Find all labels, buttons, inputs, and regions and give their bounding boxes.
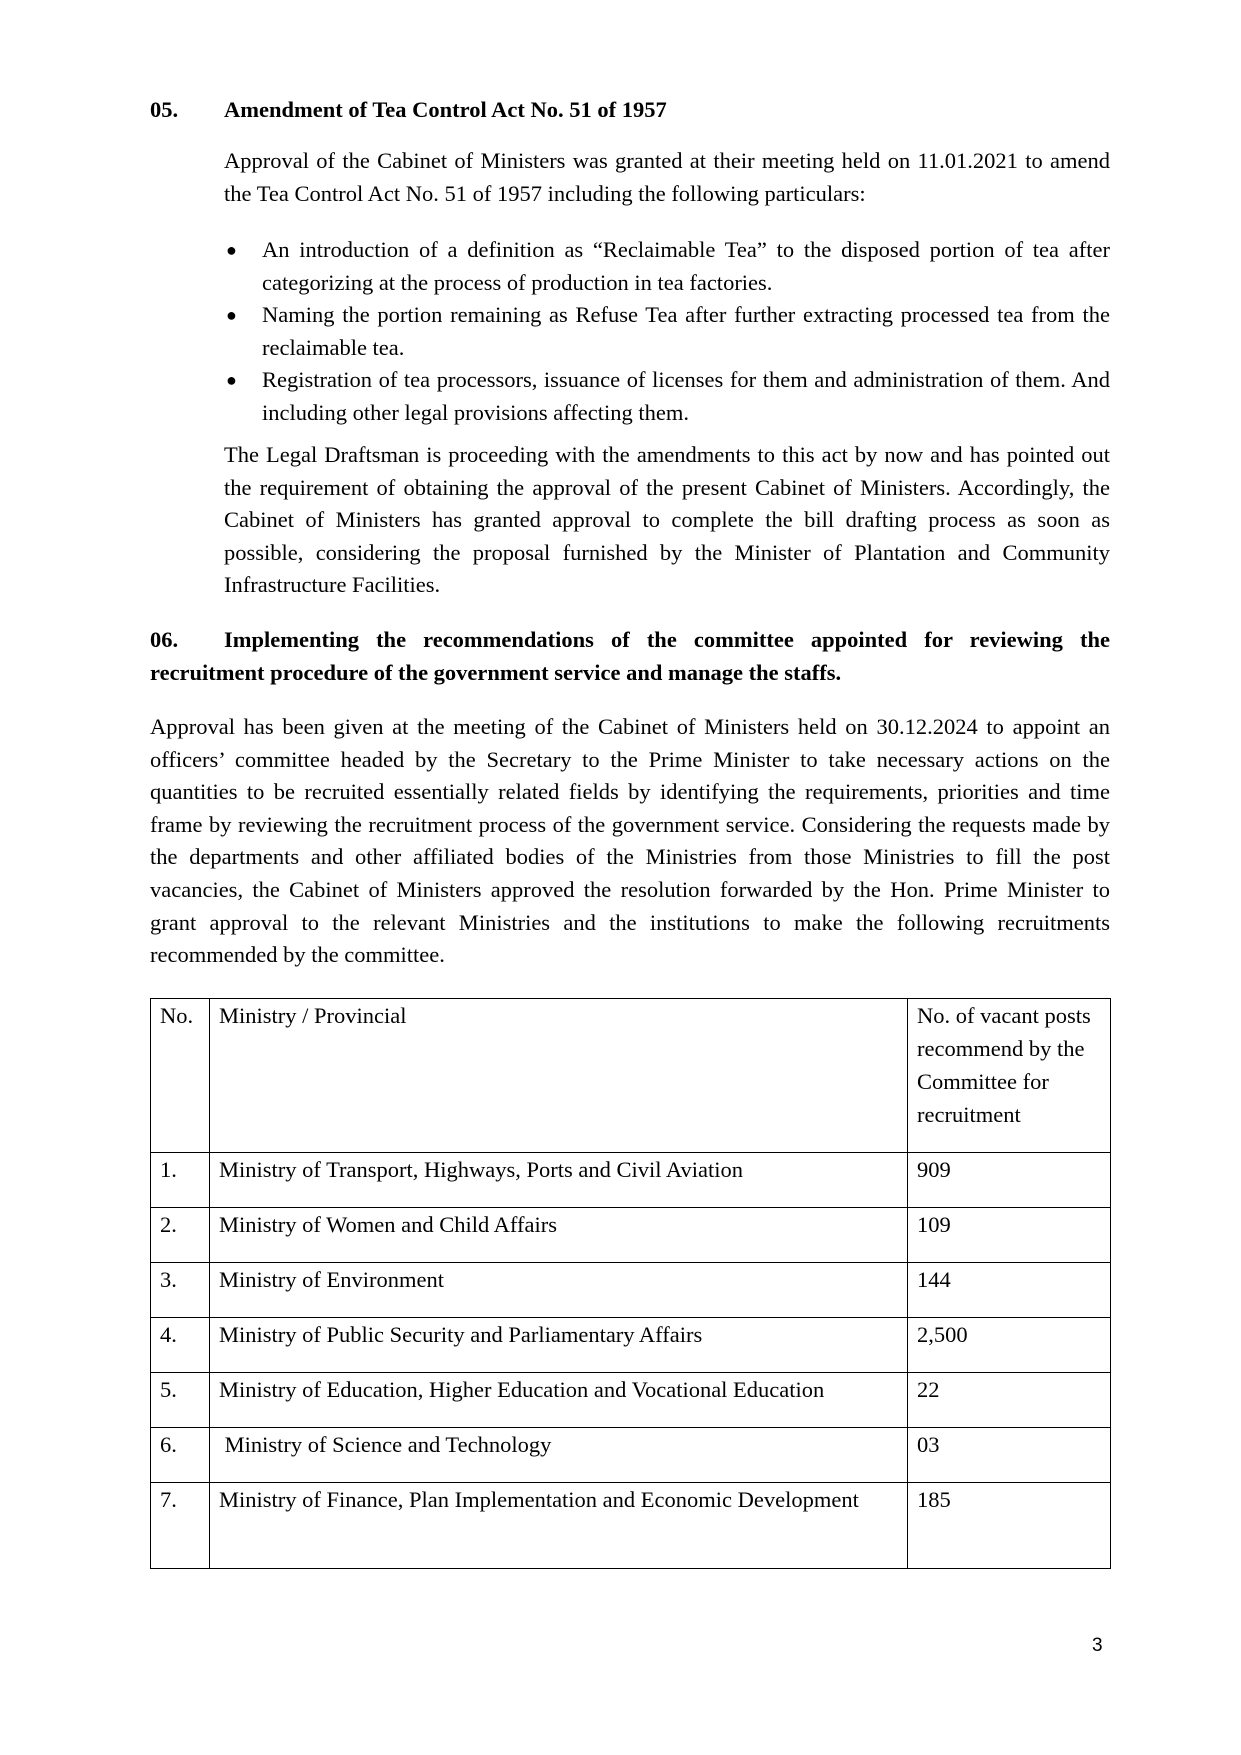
- cell-no: 2.: [151, 1208, 210, 1263]
- header-no: No.: [151, 999, 210, 1153]
- section-06-title-line1: Implementing the recommendations of the committee appointed for reviewing the: [224, 627, 1110, 652]
- header-posts: No. of vacant posts recommend by the Committee for recruitment: [908, 999, 1111, 1153]
- bullet-text: Registration of tea processors, issuance of licenses for them and administration of them. And including other legal provisions affecting them.: [262, 367, 1110, 425]
- cell-no: 7.: [151, 1483, 210, 1569]
- cell-no: 1.: [151, 1153, 210, 1208]
- cell-no: 3.: [151, 1263, 210, 1318]
- bullet-item: [224, 234, 1110, 299]
- page-number: 3: [1092, 1635, 1103, 1656]
- cell-ministry: Ministry of Public Security and Parliamentary Affairs: [210, 1318, 908, 1373]
- bullet-item: [224, 364, 1110, 429]
- recruitment-table: [150, 998, 1111, 1569]
- section-06-title-line2: recruitment procedure of the government service and manage the staffs.: [150, 659, 842, 685]
- table-row: [151, 1208, 1111, 1263]
- bullet-text: Naming the portion remaining as Refuse Tea after further extracting processed tea from the reclaimable tea.: [262, 302, 1110, 360]
- bullet-item: [224, 299, 1110, 364]
- bullet-text: An introduction of a definition as “Reclaimable Tea” to the disposed portion of tea after categorizing at the process of production in tea factories.: [262, 237, 1110, 295]
- section-05-intro: Approval of the Cabinet of Ministers was granted at their meeting held on 11.01.2021 to amend the Tea Control Act No. 51 of 1957 including the following particulars:: [224, 148, 1110, 206]
- cell-ministry: Ministry of Women and Child Affairs: [210, 1208, 908, 1263]
- section-05-conclusion: The Legal Draftsman is proceeding with the amendments to this act by now and has pointed out the requirement of obtaining the approval of the present Cabinet of Ministers. Accordingly, the Cabinet of Ministers has granted approval to complete the bill drafting process as soon as possible, considering the proposal furnished by the Minister of Plantation and Community Infrastructure Facilities.: [224, 442, 1110, 598]
- table-row: [151, 1263, 1111, 1318]
- cell-no: 4.: [151, 1318, 210, 1373]
- cell-posts: 2,500: [908, 1318, 1111, 1373]
- section-06-body: Approval has been given at the meeting of the Cabinet of Ministers held on 30.12.2024 to appoint an officers’ committee headed by the Secretary to the Prime Minister to take necessary actions on the quantities to be recruited essentially related fields by identifying the requirements, priorities and time frame by reviewing the recruitment process of the government service. Considering the requests made by the departments and other affiliated bodies of the Ministries from those Ministries to fill the post vacancies, the Cabinet of Ministers approved the resolution forwarded by the Hon. Prime Minister to grant approval to the relevant Ministries and the institutions to make the following recruitments recommended by the committee.: [150, 714, 1110, 968]
- cell-posts: 22: [908, 1373, 1111, 1428]
- cell-ministry: Ministry of Education, Higher Education and Vocational Education: [210, 1373, 908, 1428]
- bullet-icon: ●: [226, 370, 237, 391]
- table-row: [151, 1318, 1111, 1373]
- cell-no: 6.: [151, 1428, 210, 1483]
- table-row: [151, 1428, 1111, 1483]
- cell-no: 5.: [151, 1373, 210, 1428]
- cell-posts: 909: [908, 1153, 1111, 1208]
- section-05-number: 05.: [150, 97, 179, 122]
- bullet-icon: ●: [226, 240, 237, 260]
- section-06-heading: [150, 624, 1110, 689]
- header-ministry: Ministry / Provincial: [210, 999, 908, 1153]
- section-06-heading-line1: [150, 624, 1110, 657]
- cell-posts: 144: [908, 1263, 1111, 1318]
- cell-ministry: Ministry of Science and Technology: [210, 1428, 908, 1483]
- table-header-row: [151, 999, 1111, 1153]
- cell-posts: 03: [908, 1428, 1111, 1483]
- section-05-heading: [150, 94, 1110, 127]
- cell-posts: 185: [908, 1483, 1111, 1569]
- section-05-bullet-list: [224, 234, 1110, 430]
- cell-ministry: Ministry of Finance, Plan Implementation and Economic Development: [210, 1483, 908, 1569]
- table-row: [151, 1373, 1111, 1428]
- bullet-icon: ●: [226, 305, 237, 326]
- cell-posts: 109: [908, 1208, 1111, 1263]
- section-06-number: 06.: [150, 627, 179, 652]
- table-row: [151, 1483, 1111, 1569]
- cell-ministry: Ministry of Transport, Highways, Ports and Civil Aviation: [210, 1153, 908, 1208]
- section-05-title: Amendment of Tea Control Act No. 51 of 1957: [224, 97, 667, 122]
- cell-ministry: Ministry of Environment: [210, 1263, 908, 1318]
- table-row: [151, 1153, 1111, 1208]
